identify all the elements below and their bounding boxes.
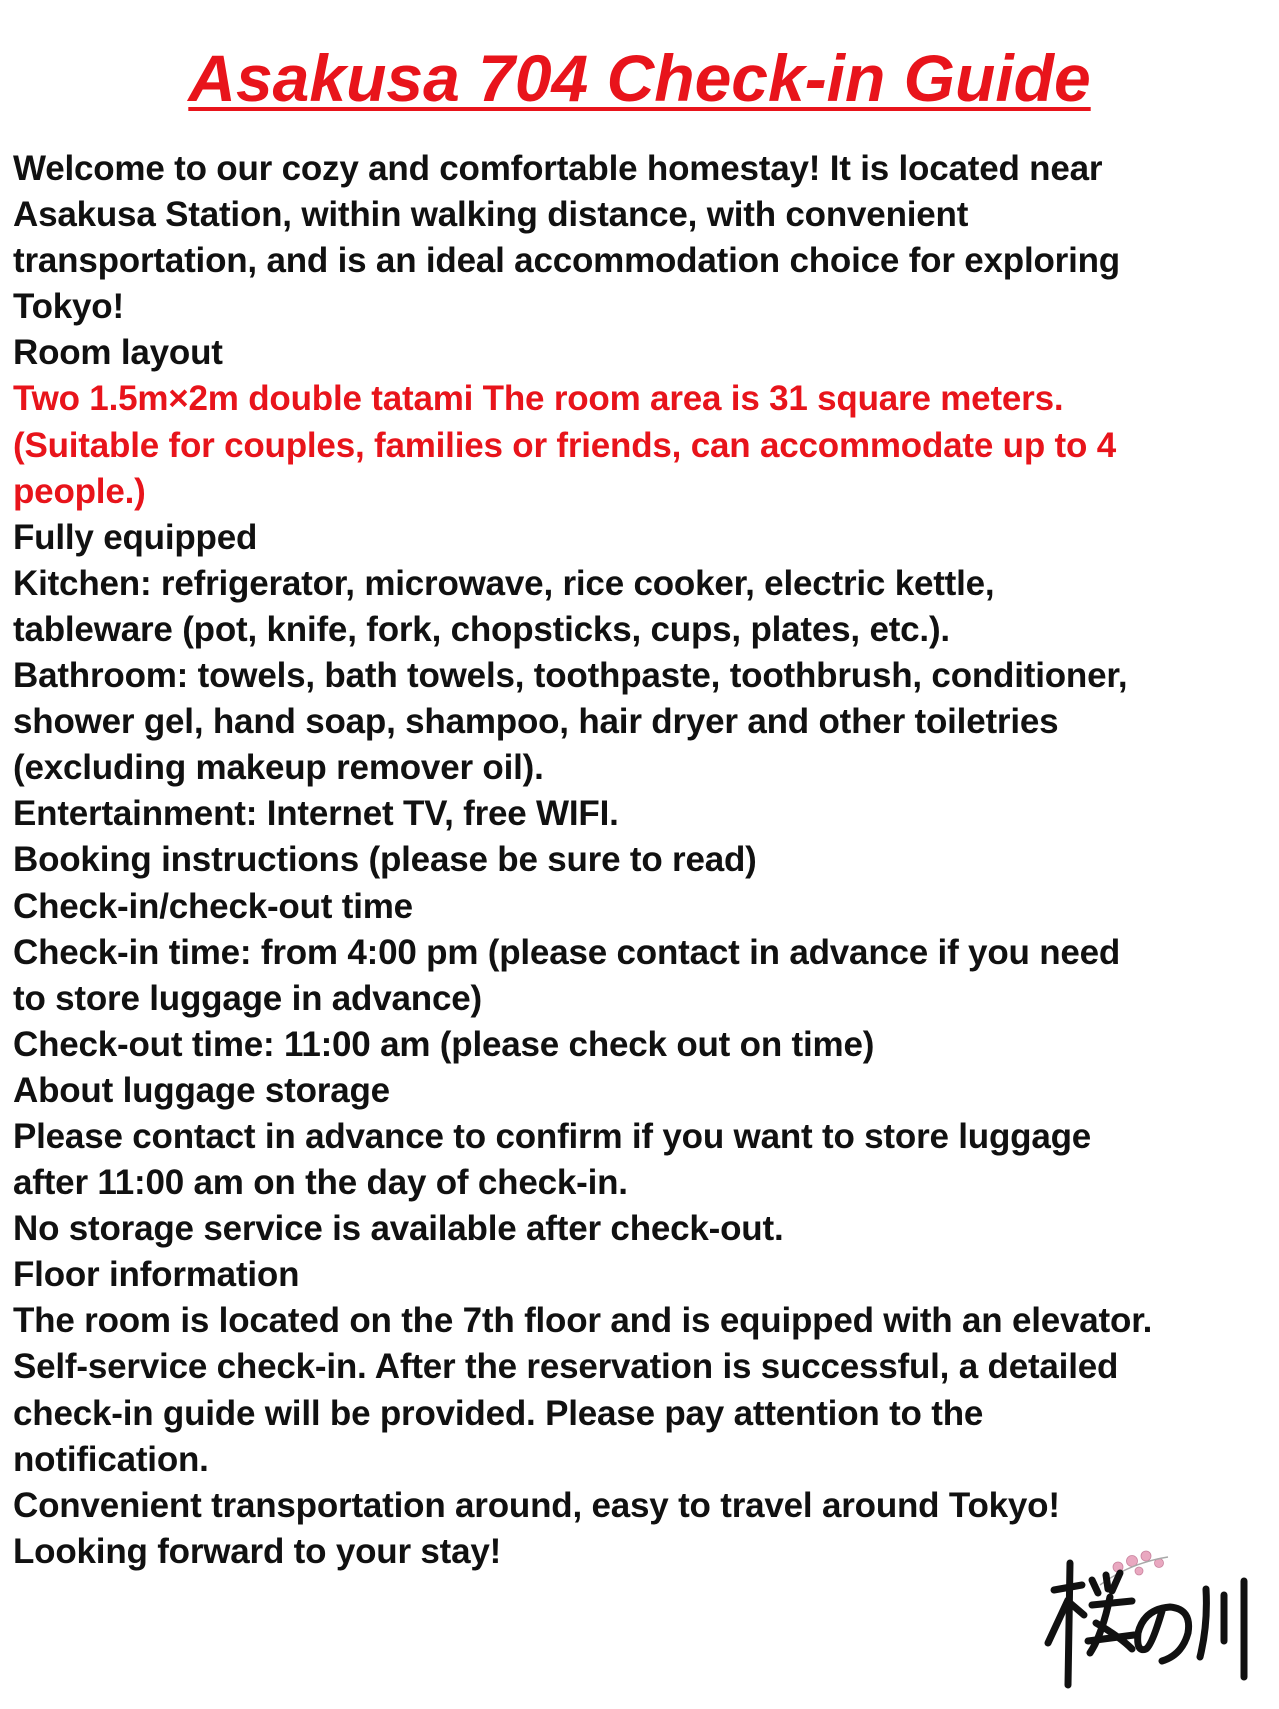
highlight-text-line: (Suitable for couples, families or friends, can accommodate up to 4 bbox=[13, 425, 1116, 465]
text-line: transportation, and is an ideal accommodation choice for exploring bbox=[13, 241, 1120, 281]
highlight-text-line: people.) bbox=[13, 471, 146, 511]
highlight-text-line: Two 1.5m×2m double tatami The room area is 31 square meters. bbox=[13, 379, 1064, 419]
text-line: Self-service check-in. After the reservation is successful, a detailed bbox=[13, 1347, 1119, 1387]
text-line: Fully equipped bbox=[13, 517, 258, 557]
text-line: (excluding makeup remover oil). bbox=[13, 748, 544, 788]
text-line: tableware (pot, knife, fork, chopsticks, cups, plates, etc.). bbox=[13, 609, 950, 649]
guide-body bbox=[13, 146, 1275, 1575]
text-line: About luggage storage bbox=[13, 1070, 390, 1110]
text-line: after 11:00 am on the day of check-in. bbox=[13, 1163, 628, 1203]
text-line: Check-out time: 11:00 am (please check out on time) bbox=[13, 1024, 875, 1064]
text-line: to store luggage in advance) bbox=[13, 978, 482, 1018]
text-line: Entertainment: Internet TV, free WIFI. bbox=[13, 794, 619, 834]
signature-logo bbox=[1040, 1545, 1265, 1695]
text-line: Kitchen: refrigerator, microwave, rice cooker, electric kettle, bbox=[13, 563, 995, 603]
text-line: Floor information bbox=[13, 1255, 300, 1295]
page-title-text: Asakusa 704 Check-in Guide bbox=[188, 41, 1091, 115]
text-line: Booking instructions (please be sure to read) bbox=[13, 840, 757, 880]
text-line: Tokyo! bbox=[13, 287, 124, 327]
text-line: Asakusa Station, within walking distance, with convenient bbox=[13, 195, 969, 235]
text-line: Check-in time: from 4:00 pm (please contact in advance if you need bbox=[13, 932, 1121, 972]
text-line: Please contact in advance to confirm if you want to store luggage bbox=[13, 1116, 1092, 1156]
text-line: notification. bbox=[13, 1439, 209, 1479]
text-line: Welcome to our cozy and comfortable homestay! It is located near bbox=[13, 149, 1103, 188]
text-line: check-in guide will be provided. Please pay attention to the bbox=[13, 1393, 984, 1433]
page-title bbox=[0, 38, 1279, 118]
text-line: The room is located on the 7th floor and is equipped with an elevator. bbox=[13, 1301, 1153, 1341]
text-line: Looking forward to your stay! bbox=[13, 1531, 502, 1571]
text-line: No storage service is available after check-out. bbox=[13, 1209, 784, 1249]
text-line: shower gel, hand soap, shampoo, hair dryer and other toiletries bbox=[13, 702, 1059, 742]
text-line: Bathroom: towels, bath towels, toothpaste, toothbrush, conditioner, bbox=[13, 656, 1128, 696]
text-line: Convenient transportation around, easy to travel around Tokyo! bbox=[13, 1485, 1060, 1525]
text-line: Check-in/check-out time bbox=[13, 886, 413, 926]
text-line: Room layout bbox=[13, 333, 223, 373]
